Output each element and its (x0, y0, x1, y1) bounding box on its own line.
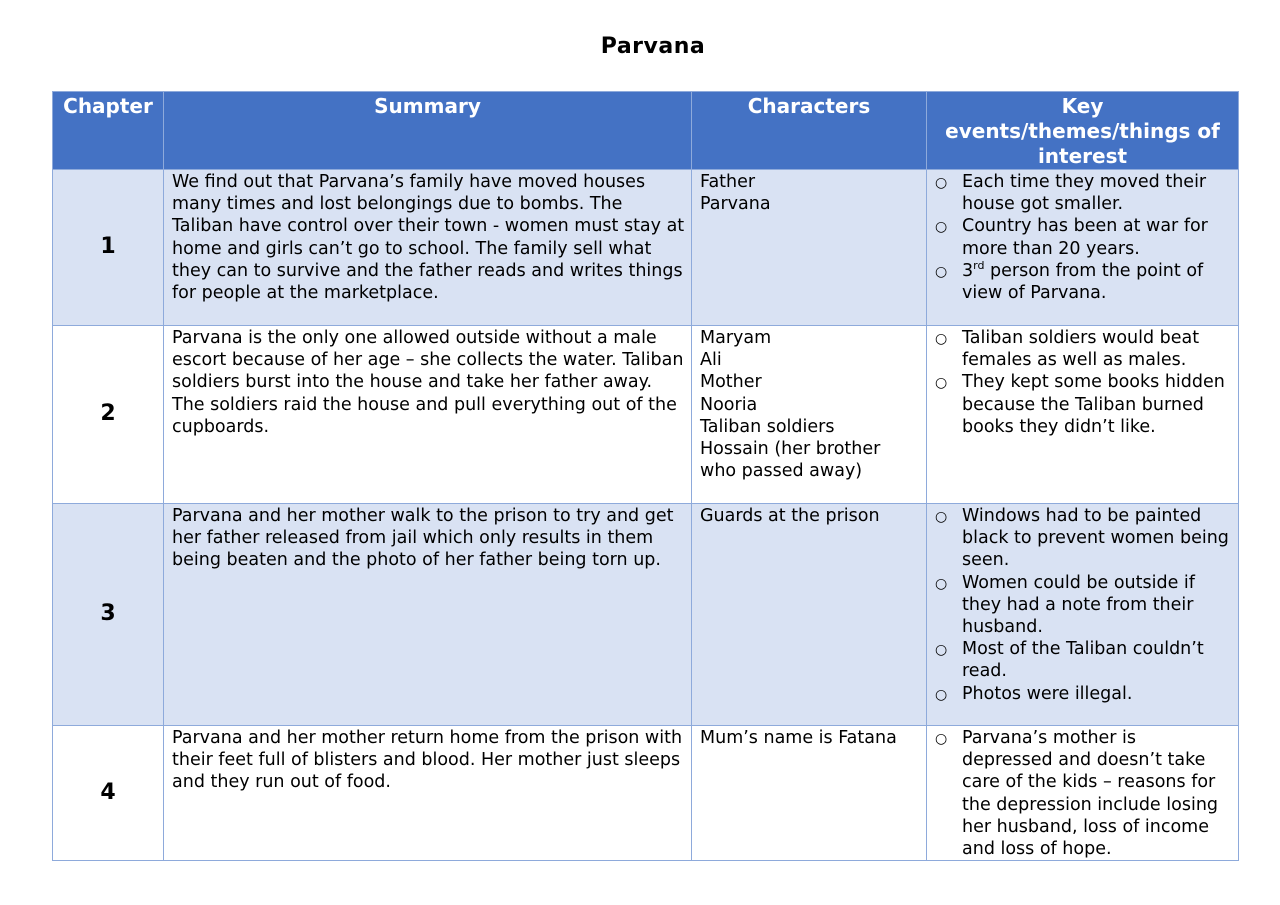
hollow-bullet-icon: ○ (935, 686, 948, 703)
events-list (935, 727, 1232, 860)
hollow-bullet-icon: ○ (935, 219, 948, 236)
summary-cell: Parvana is the only one allowed outside without a male escort because of her age – she collects the water. Taliban soldiers burst into the house and take her father away. The soldiers raid the house and pull everything out of the cupboards. (164, 326, 692, 504)
header-key-events: Key events/themes/things of interest (927, 92, 1239, 170)
page-title: Parvana (600, 34, 706, 59)
list-item: ○ Women could be outside if they had a note from their husband. (935, 572, 1195, 638)
table-row (53, 170, 1239, 326)
list-item: ○ Most of the Taliban couldn’t read. (935, 639, 1204, 682)
hollow-bullet-icon: ○ (935, 731, 948, 747)
chapter-number: 3 (53, 504, 164, 726)
character-name: Mum’s name is Fatana (700, 728, 897, 748)
summary-cell: Parvana and her mother return home from the prison with their feet full of blisters and blood. Her mother just sleeps and they run out of food. (164, 726, 692, 861)
characters-cell (692, 504, 927, 726)
hollow-bullet-icon: ○ (935, 509, 948, 525)
events-list (935, 327, 1232, 438)
character-name: Taliban soldiers (700, 416, 835, 437)
characters-cell (692, 726, 927, 861)
hollow-bullet-icon: ○ (935, 175, 948, 191)
chapter-number: 2 (53, 326, 164, 504)
characters-cell (692, 326, 927, 504)
character-name: Father (700, 172, 756, 192)
list-item: ○ Each time they moved their house got smaller. (935, 172, 1207, 215)
list-item: ○ Country has been at war for more than 20 years. (935, 216, 1208, 259)
hollow-bullet-icon: ○ (935, 331, 948, 347)
character-name: Maryam (700, 328, 772, 348)
table-row (53, 504, 1239, 726)
summary-cell: Parvana and her mother walk to the prison to try and get her father released from jail which only results in them being beaten and the photo of her father being torn up. (164, 504, 692, 726)
character-name: Parvana (700, 194, 771, 215)
header-characters: Characters (692, 92, 927, 170)
header-row (53, 92, 1239, 170)
character-name: Ali (700, 350, 722, 371)
superscript-item: 3rd person from the point of view of Parvana. (962, 258, 1204, 304)
chapter-number: 4 (53, 726, 164, 861)
characters-cell (692, 170, 927, 326)
table-row (53, 726, 1239, 861)
summary-cell: We find out that Parvana’s family have moved houses many times and lost belongings due to bombs. The Taliban have control over their town - women must stay at home and girls can’t go to school. The family sell what they can to survive and the father reads and writes things for people at the marketplace. (164, 170, 692, 326)
hollow-bullet-icon: ○ (935, 575, 948, 592)
events-cell (927, 504, 1239, 726)
list-item: ○ Windows had to be painted black to prevent women being seen. (935, 506, 1229, 571)
events-cell (927, 726, 1239, 861)
hollow-bullet-icon: ○ (935, 263, 948, 280)
hollow-bullet-icon: ○ (935, 375, 948, 392)
list-item (935, 260, 1232, 304)
events-cell (927, 326, 1239, 504)
events-list (935, 505, 1232, 705)
character-name: Hossain (her brother who passed away) (700, 439, 881, 482)
header-summary: Summary (164, 92, 692, 170)
hollow-bullet-icon: ○ (935, 642, 948, 659)
chapter-table (52, 91, 1239, 861)
character-name: Mother (700, 372, 762, 393)
header-chapter: Chapter (53, 92, 164, 170)
character-name: Nooria (700, 394, 758, 415)
list-item: ○ They kept some books hidden because the Taliban burned books they didn’t like. (935, 372, 1225, 437)
events-list (935, 171, 1232, 304)
character-name: Guards at the prison (700, 506, 880, 526)
chapter-number: 1 (53, 170, 164, 326)
table-row (53, 326, 1239, 504)
list-item: ○ Taliban soldiers would beat females as well as males. (935, 328, 1200, 371)
list-item: ○ Photos were illegal. (935, 683, 1232, 705)
list-item: ○ Parvana’s mother is depressed and doesn’t take care of the kids – reasons for the depression include losing her husband, loss of income and loss of hope. (935, 728, 1219, 860)
events-cell (927, 170, 1239, 326)
